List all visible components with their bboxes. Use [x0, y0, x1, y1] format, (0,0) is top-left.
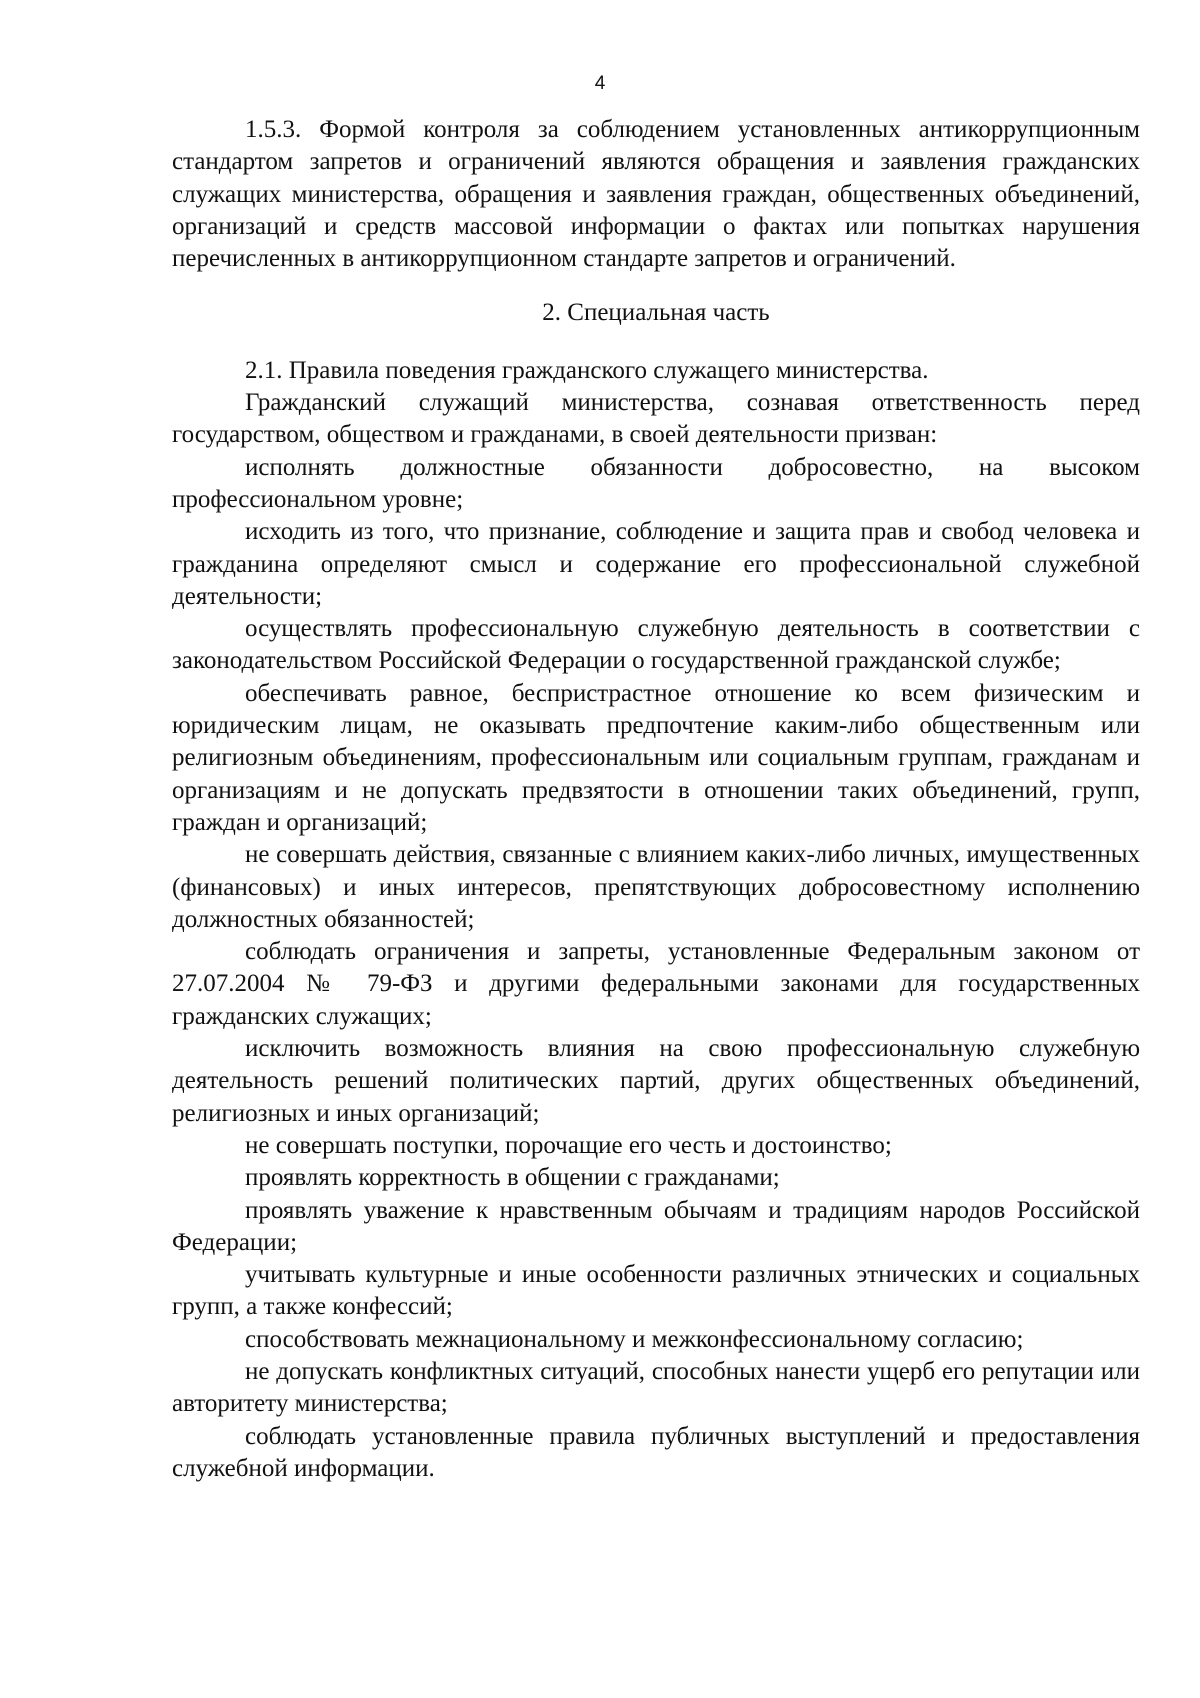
list-item: исполнять должностные обязанности добросовестно, на высоком профессиональном уровне;	[172, 453, 1140, 513]
list-item: не допускать конфликтных ситуаций, способных нанести ущерб его репутации или авторитету министерства;	[172, 1357, 1140, 1418]
list-item: проявлять уважение к нравственным обычаям и традициям народов Российской Федерации;	[172, 1196, 1140, 1256]
list-item: исходить из того, что признание, соблюдение и защита прав и свобод человека и гражданина определяют смысл и содержание его профессиональной служебной деятельности;	[172, 518, 1140, 610]
paragraph: Гражданский служащий министерства, сознавая ответственность перед государством, обществом и гражданами, в своей деятельности призван:	[172, 389, 1140, 449]
list-item: учитывать культурные и иные особенности различных этнических и социальных групп, а также конфессий;	[172, 1261, 1140, 1321]
list-item: не совершать действия, связанные с влиянием каких-либо личных, имущественных (финансовых) и иных интересов, препятствующих добросовестному исполнению должностных обязанностей;	[172, 841, 1140, 933]
list-item: осуществлять профессиональную служебную деятельность в соответствии с законодательством Российской Федерации о государственной гражданской службе;	[172, 615, 1140, 675]
list-item: исключить возможность влияния на свою профессиональную служебную деятельность решений политических партий, других общественных объединений, религиозных и иных организаций;	[172, 1035, 1140, 1127]
list-item: соблюдать установленные правила публичных выступлений и предоставления служебной информации.	[172, 1422, 1140, 1482]
document-body	[172, 114, 1140, 1485]
section-heading: 2. Специальная часть	[542, 299, 770, 327]
list-item: не совершать поступки, порочащие его честь и достоинство;	[245, 1131, 892, 1159]
list-item: соблюдать ограничения и запреты, установленные Федеральным законом от 27.07.2004 № 79-ФЗ и другими федеральными законами для государственных гражданских служащих;	[172, 938, 1140, 1030]
list-item: способствовать межнациональному и межконфессиональному согласию;	[245, 1325, 1024, 1353]
paragraph: 2.1. Правила поведения гражданского служащего министерства.	[245, 356, 929, 384]
list-item: проявлять корректность в общении с гражданами;	[245, 1164, 780, 1192]
paragraph-1-5-3: 1.5.3. Формой контроля за соблюдением установленных антикоррупционным стандартом запретов и ограничений являются обращения и заявления гражданских служащих министерства, обращения и заявления граждан, общественных объединений, организаций и средств массовой информации о фактах или попытках нарушения перечисленных в антикоррупционном стандарте запретов и ограничений.	[172, 116, 1140, 273]
page-number: 4	[594, 73, 606, 94]
list-item: обеспечивать равное, беспристрастное отношение ко всем физическим и юридическим лицам, не оказывать предпочтение каким-либо общественным или религиозным объединениям, профессиональным или социальным группам, гражданам и организациям и не допускать предвзятости в отношении таких объединений, групп, граждан и организаций;	[172, 679, 1140, 836]
